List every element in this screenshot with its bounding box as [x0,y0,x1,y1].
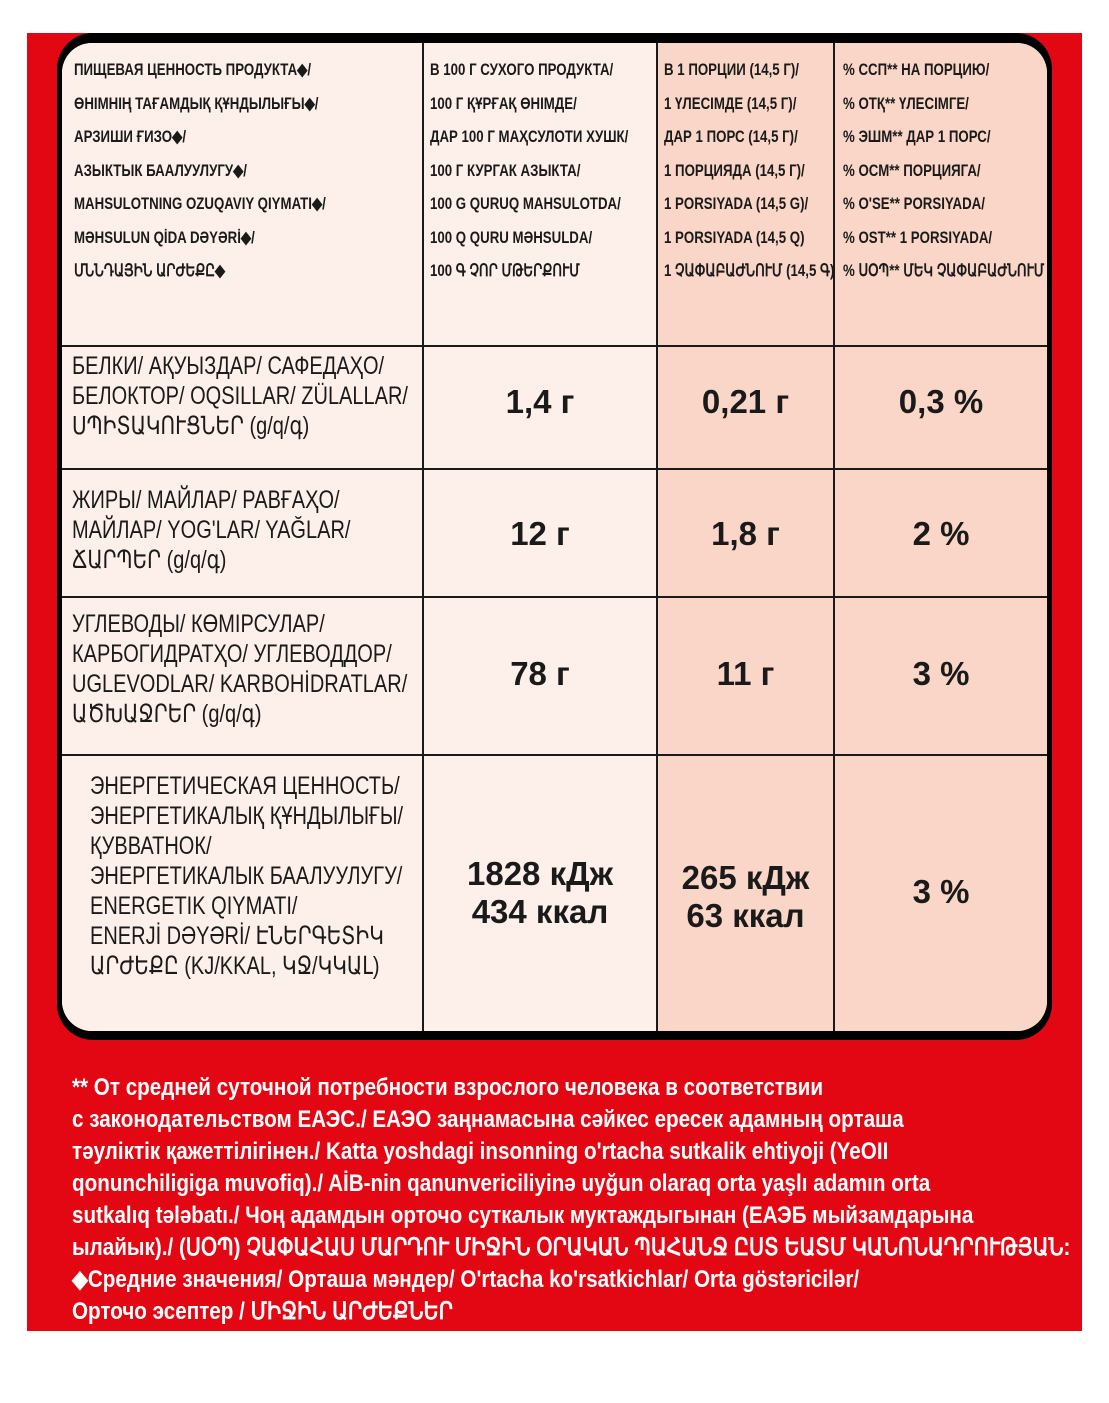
row-label-line: ЖИРЫ/ МАЙЛАР/ РАВҒАҲО/ [72,486,340,514]
header-line: 1 ҮЛЕСІМДЕ (14,5 Г)/ [664,93,797,113]
header-line: % ОТҚ** ҮЛЕСІМГЕ/ [843,93,969,113]
header-line: 1 ПОРЦИЯДА (14,5 Г)/ [664,160,805,180]
header-line: В 1 ПОРЦИИ (14,5 Г)/ [664,60,799,79]
header-line: ПИЩЕВАЯ ЦЕННОСТЬ ПРОДУКТА◆/ [74,60,312,79]
header-line: 100 Q QURU MƏHSULDA/ [430,227,593,247]
row-label-line: ԱՐԺԵՔԸ (KJ/KKAL, ԿՋ/ԿԿԱԼ) [90,952,380,980]
energy-per-portion-kj: 265 кДж [681,859,810,896]
row-label-line: ЭНЕРГЕТИКАЛЫК БААЛУУЛУГУ/ [90,862,403,890]
header-line: 1 ՉԱՓԱԲԱԺՆՈՒՄ (14,5 Գ) [664,261,835,280]
header-line: % ОСМ** ПОРЦИЯГА/ [843,160,981,180]
carbohydrates-per100: 78 г [510,655,570,692]
energy-per-portion [658,859,833,935]
row-divider [62,754,1047,756]
header-line: ДАР 100 Г МАҲСУЛОТИ ХУШК/ [430,127,629,146]
header-line: 100 G QURUQ MAHSULOTDA/ [430,194,621,213]
row-label-line: ԱԾԽԱՋՐԵՐ (g/q/գ) [72,700,262,728]
header-line: 100 Գ ՉՈՐ ՄԹԵՐՔՈՒՄ [430,261,580,280]
row-label-line: ENERGETIK QIYMATI/ [90,892,298,920]
footnote-line: ылайык)./ (ՍՕՊ) ՉԱՓԱՀԱՍ ՄԱՐԴՈՒ ՄԻՋԻՆ ՕՐԱԿԱՆ ՊԱՀԱՆՋ ԸՍՏ ԵԱՏՄ ԿԱՆՈՆԱԴՐՈՒԹՅԱՆ: [72,1234,1071,1261]
header-percent-daily [835,43,1047,345]
row-label-line: КАРБОГИДРАТҲО/ УГЛЕВОДДОР/ [72,640,392,668]
header-line: АЗЫКТЫК БААЛУУЛУГУ◆/ [74,160,247,180]
row-label-line: UGLEVODLAR/ KARBOHİDRATLAR/ [72,670,408,698]
row-label-line: ҚУВВАТНОК/ [90,832,212,860]
fat-per-portion: 1,8 г [711,515,780,552]
row-label-line: БЕЛОКТОР/ OQSILLAR/ ZÜLALLAR/ [72,382,408,410]
header-nutritional-value [62,43,422,345]
row-label-carbohydrates [72,609,417,729]
row-label-line: ЭНЕРГЕТИЧЕСКАЯ ЦЕННОСТЬ/ [90,772,400,800]
protein-per-portion: 0,21 г [701,383,790,420]
row-label-line: ՍՊԻՏԱԿՈՒՑՆԵՐ (g/q/գ) [72,412,310,440]
header-line: % OST** 1 PORSIYADA/ [843,227,993,247]
footnote-line: Орточо эсептер / ՄԻՋԻՆ ԱՐԺԵՔՆԵՐ [72,1298,453,1325]
header-per-portion [658,43,833,345]
row-divider [62,596,1047,598]
carbohydrates-per-portion: 11 г [716,655,775,692]
fat-percent: 2 % [912,515,970,552]
row-label-energy [90,771,420,981]
energy-per100-kj: 1828 кДж [466,855,613,892]
header-line: 1 PORSIYADA (14,5 G)/ [664,194,809,213]
header-line: В 100 Г СУХОГО ПРОДУКТА/ [430,60,614,79]
header-line: 1 PORSIYADA (14,5 Q) [664,227,805,247]
header-line: АРЗИШИ ҒИЗО◆/ [74,127,187,146]
protein-percent: 0,3 % [898,383,984,420]
header-line: % O'SE** PORSIYADA/ [843,194,985,213]
fat-per100: 12 г [510,515,570,552]
row-divider [62,468,1047,470]
footnote-line: с законодательством ЕАЭС./ ЕАЭО заңнамасына сәйкес ересек адамның орташа [72,1106,904,1133]
footnote-line: ◆Средние значения/ Орташа мәндер/ O'rtacha ko'rsatkichlar/ Orta göstəricilər/ [72,1266,860,1293]
header-line: ӨНІМНІҢ ТАҒАМДЫҚ ҚҰНДЫЛЫҒЫ◆/ [74,93,319,113]
energy-per100-kcal: 434 ккал [471,893,609,930]
header-per100g [424,43,656,345]
row-label-line: ENERJİ DƏYƏRİ/ ԷՆԵՐԳԵՏԻԿ [90,922,384,950]
row-divider [62,345,1047,347]
header-line: ՄՆՆԴԱՅԻՆ ԱՐԺԵՔԸ◆ [74,261,226,280]
footnote-line: ** От средней суточной потребности взрослого человека в соответствии [72,1074,824,1101]
row-label-line: МАЙЛАР/ YOG'LAR/ YAĞLAR/ [72,516,351,544]
carbohydrates-percent: 3 % [912,655,970,692]
row-label-line: ЭНЕРГЕТИКАЛЫҚ ҚҰНДЫЛЫҒЫ/ [90,802,404,830]
row-label-line: БЕЛКИ/ АҚУЫЗДАР/ САФЕДАҲО/ [72,352,385,380]
nutrition-table-body [62,43,1047,1031]
header-line: % ЭШМ** ДАР 1 ПОРС/ [843,127,991,146]
header-line: % ССП** НА ПОРЦИЮ/ [843,60,990,79]
header-line: 100 Г ҚҰРҒАҚ ӨНІМДЕ/ [430,93,577,113]
footnote-line: sutkalıq tələbatı./ Чоң адамдын орточо суткалык муктаждыгынан (ЕАЭБ мыйзамдарына [72,1202,974,1229]
header-line: ДАР 1 ПОРС (14,5 Г)/ [664,127,798,146]
header-line: MƏHSULUN QİDA DƏYƏRİ◆/ [74,227,255,247]
row-label-protein [72,351,417,441]
header-line: % ՍՕՊ** ՄԵԿ ՉԱՓԱԲԱԺՆՈՒՄ [843,261,1045,280]
energy-percent: 3 % [912,873,970,910]
header-line: 100 Г КУРГАК АЗЫКТА/ [430,160,581,180]
row-label-line: ՃԱՐՊԵՐ (g/q/գ) [72,546,227,574]
footnote-line: тәуліктік қажеттілігінен./ Katta yoshdagi insonning o'rtacha sutkalik ehtiyoji (YeOII [72,1138,889,1165]
footnote [72,1072,1071,1328]
energy-per-portion-kcal: 63 ккал [686,897,805,934]
protein-per100: 1,4 г [505,383,575,420]
row-label-fat [72,485,417,575]
energy-per100 [424,855,656,931]
nutrition-table [57,33,1052,1040]
footnote-line: qonunchiligiga muvofiq)./ AİB-nin qanunvericiliyinə uyğun olaraq orta yaşlı adamın orta [72,1170,931,1197]
row-label-line: УГЛЕВОДЫ/ КӨМІРСУЛАР/ [72,610,325,638]
header-line: MAHSULOTNING OZUQAVIY QIYMATI◆/ [74,194,326,213]
